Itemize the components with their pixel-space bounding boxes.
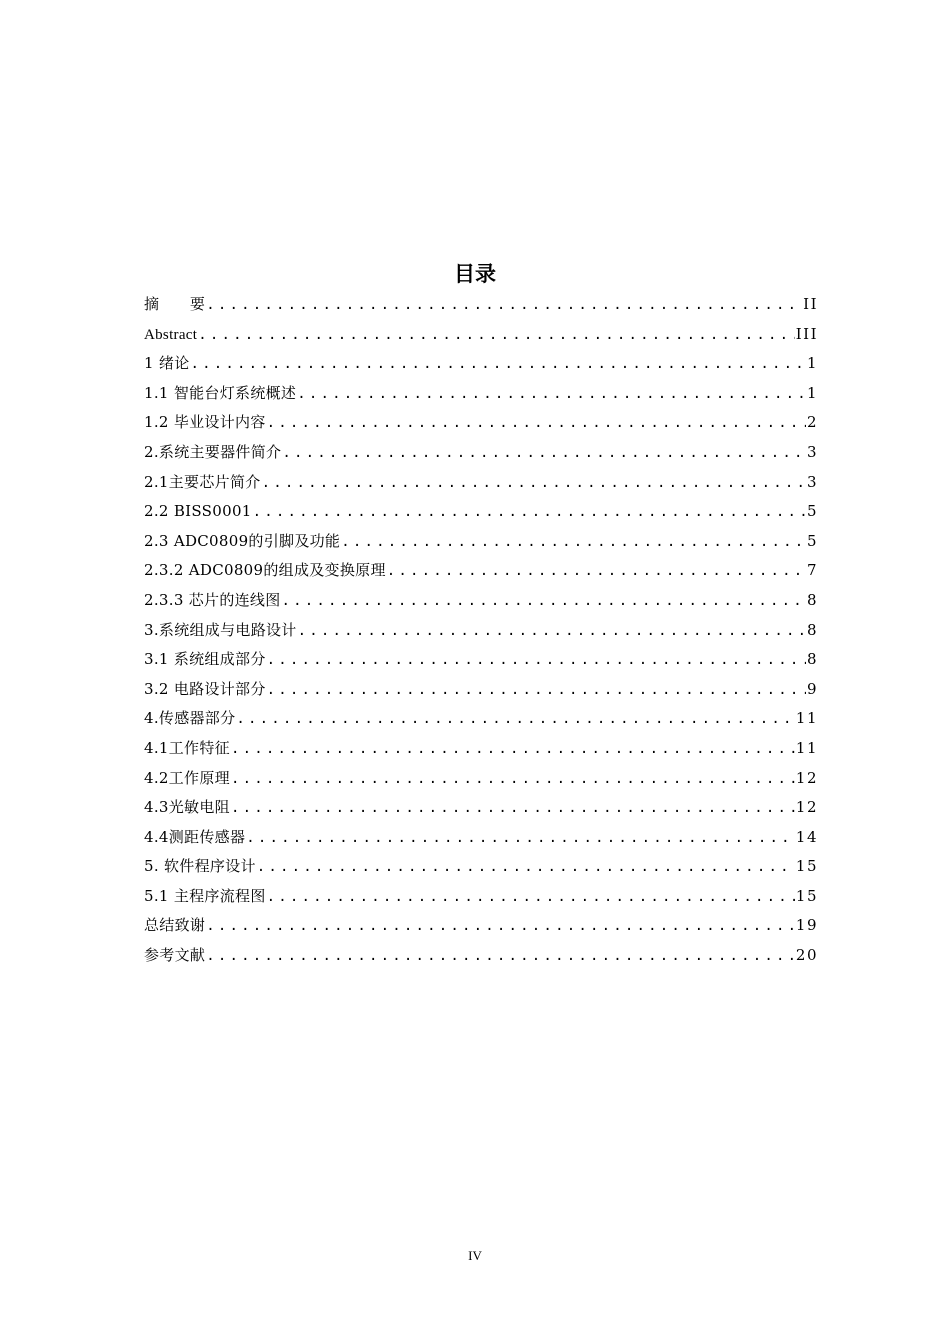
toc-entry-page: 15 xyxy=(795,857,818,876)
dot-leader xyxy=(282,439,806,468)
toc-entry-label: 2.2 BISS0001 xyxy=(144,502,252,521)
toc-entry-4-3[interactable] xyxy=(144,793,818,823)
toc-entry-page: 8 xyxy=(806,590,818,609)
toc-entry-abstract-cn[interactable] xyxy=(144,290,818,320)
toc-entry-label: 2.1主要芯片简介 xyxy=(144,472,261,491)
toc-entry-4-2[interactable] xyxy=(144,764,818,794)
toc-entry-page: 1 xyxy=(806,354,818,373)
toc-entry-5-1[interactable] xyxy=(144,882,818,912)
toc-entry-1-2[interactable] xyxy=(144,408,818,438)
dot-leader xyxy=(267,676,806,705)
toc-entry-label: 4.2工作原理 xyxy=(144,768,230,787)
toc-entry-label: 2.系统主要器件简介 xyxy=(144,442,282,461)
toc-entry-2-2[interactable] xyxy=(144,497,818,527)
toc-entry-label: 3.系统组成与电路设计 xyxy=(144,620,297,639)
dot-leader xyxy=(282,587,806,616)
toc-entry-4-4[interactable] xyxy=(144,823,818,853)
toc-entry-label: 1 绪论 xyxy=(144,354,190,373)
dot-leader xyxy=(267,646,806,675)
toc-entry-page: 11 xyxy=(795,709,818,728)
dot-leader xyxy=(231,765,795,794)
dot-leader xyxy=(341,528,806,557)
toc-entry-page: 8 xyxy=(806,620,818,639)
dot-leader xyxy=(236,705,794,734)
toc-entry-page: 8 xyxy=(806,650,818,669)
toc-entry-label: 4.1工作特征 xyxy=(144,738,230,757)
toc-entry-references[interactable] xyxy=(144,941,818,971)
toc-entry-label: Abstract xyxy=(144,326,198,343)
dot-leader xyxy=(246,824,795,853)
dot-leader xyxy=(206,942,795,971)
toc-entry-page: 15 xyxy=(795,886,818,905)
toc-entry-acknowledgements[interactable] xyxy=(144,911,818,941)
dot-leader xyxy=(231,794,795,823)
toc-entry-page: II xyxy=(803,295,818,313)
toc-entry-page: 2 xyxy=(806,413,818,432)
toc-entry-page: 12 xyxy=(795,798,818,817)
dot-leader xyxy=(206,912,795,941)
toc-entry-3[interactable] xyxy=(144,616,818,646)
dot-leader xyxy=(191,350,806,379)
dot-leader xyxy=(267,883,795,912)
toc-entry-5[interactable] xyxy=(144,852,818,882)
toc-entry-3-2[interactable] xyxy=(144,675,818,705)
toc-entry-page: 19 xyxy=(795,916,818,935)
toc-entry-1-1[interactable] xyxy=(144,379,818,409)
toc-entry-label: 4.传感器部分 xyxy=(144,709,236,728)
toc-entry-page: 14 xyxy=(795,827,818,846)
toc-entry-abstract-en[interactable] xyxy=(144,320,818,350)
toc-entry-page: 11 xyxy=(795,738,818,757)
toc-entry-2[interactable] xyxy=(144,438,818,468)
dot-leader xyxy=(206,291,802,320)
dot-leader xyxy=(298,617,806,646)
page-number: IV xyxy=(468,1248,482,1263)
toc-entry-1[interactable] xyxy=(144,349,818,379)
toc-entry-label: 4.3光敏电阻 xyxy=(144,798,230,817)
toc-entry-2-3[interactable] xyxy=(144,527,818,557)
toc-entry-page: III xyxy=(795,324,818,343)
dot-leader xyxy=(198,321,795,350)
toc-entry-page: 5 xyxy=(806,502,818,521)
dot-leader xyxy=(253,498,806,527)
toc-entry-page: 12 xyxy=(795,768,818,787)
toc-entry-page: 5 xyxy=(806,531,818,550)
toc-entry-label: 参考文献 xyxy=(144,946,206,965)
toc-entry-2-3-2[interactable] xyxy=(144,556,818,586)
dot-leader xyxy=(267,409,806,438)
toc-entry-label: 3.2 电路设计部分 xyxy=(144,679,266,698)
toc-entry-label: 2.3.3 芯片的连线图 xyxy=(144,590,281,609)
toc-entry-label: 1.1 智能台灯系统概述 xyxy=(144,383,297,402)
table-of-contents xyxy=(144,290,818,971)
toc-entry-label: 5.1 主程序流程图 xyxy=(144,886,266,905)
toc-entry-page: 1 xyxy=(806,383,818,402)
dot-leader xyxy=(231,735,795,764)
toc-entry-3-1[interactable] xyxy=(144,645,818,675)
toc-entry-label: 2.3.2 ADC0809的组成及变换原理 xyxy=(144,561,386,580)
toc-entry-label: 4.4测距传感器 xyxy=(144,827,246,846)
toc-entry-page: 9 xyxy=(806,679,818,698)
toc-entry-label: 1.2 毕业设计内容 xyxy=(144,413,266,432)
toc-title: 目录 xyxy=(454,262,496,286)
toc-entry-label: 摘 要 xyxy=(144,295,206,313)
dot-leader xyxy=(262,469,806,498)
toc-entry-label: 2.3 ADC0809的引脚及功能 xyxy=(144,531,341,550)
dot-leader xyxy=(257,853,795,882)
toc-entry-label: 总结致谢 xyxy=(144,916,206,935)
toc-entry-4-1[interactable] xyxy=(144,734,818,764)
toc-entry-page: 3 xyxy=(806,442,818,461)
toc-entry-page: 20 xyxy=(795,946,818,965)
toc-entry-page: 7 xyxy=(806,561,818,580)
dot-leader xyxy=(297,380,806,409)
toc-entry-2-1[interactable] xyxy=(144,468,818,498)
toc-entry-page: 3 xyxy=(806,472,818,491)
dot-leader xyxy=(387,557,806,586)
toc-entry-label: 5. 软件程序设计 xyxy=(144,857,256,876)
toc-entry-4[interactable] xyxy=(144,704,818,734)
toc-entry-label: 3.1 系统组成部分 xyxy=(144,650,266,669)
toc-entry-2-3-3[interactable] xyxy=(144,586,818,616)
